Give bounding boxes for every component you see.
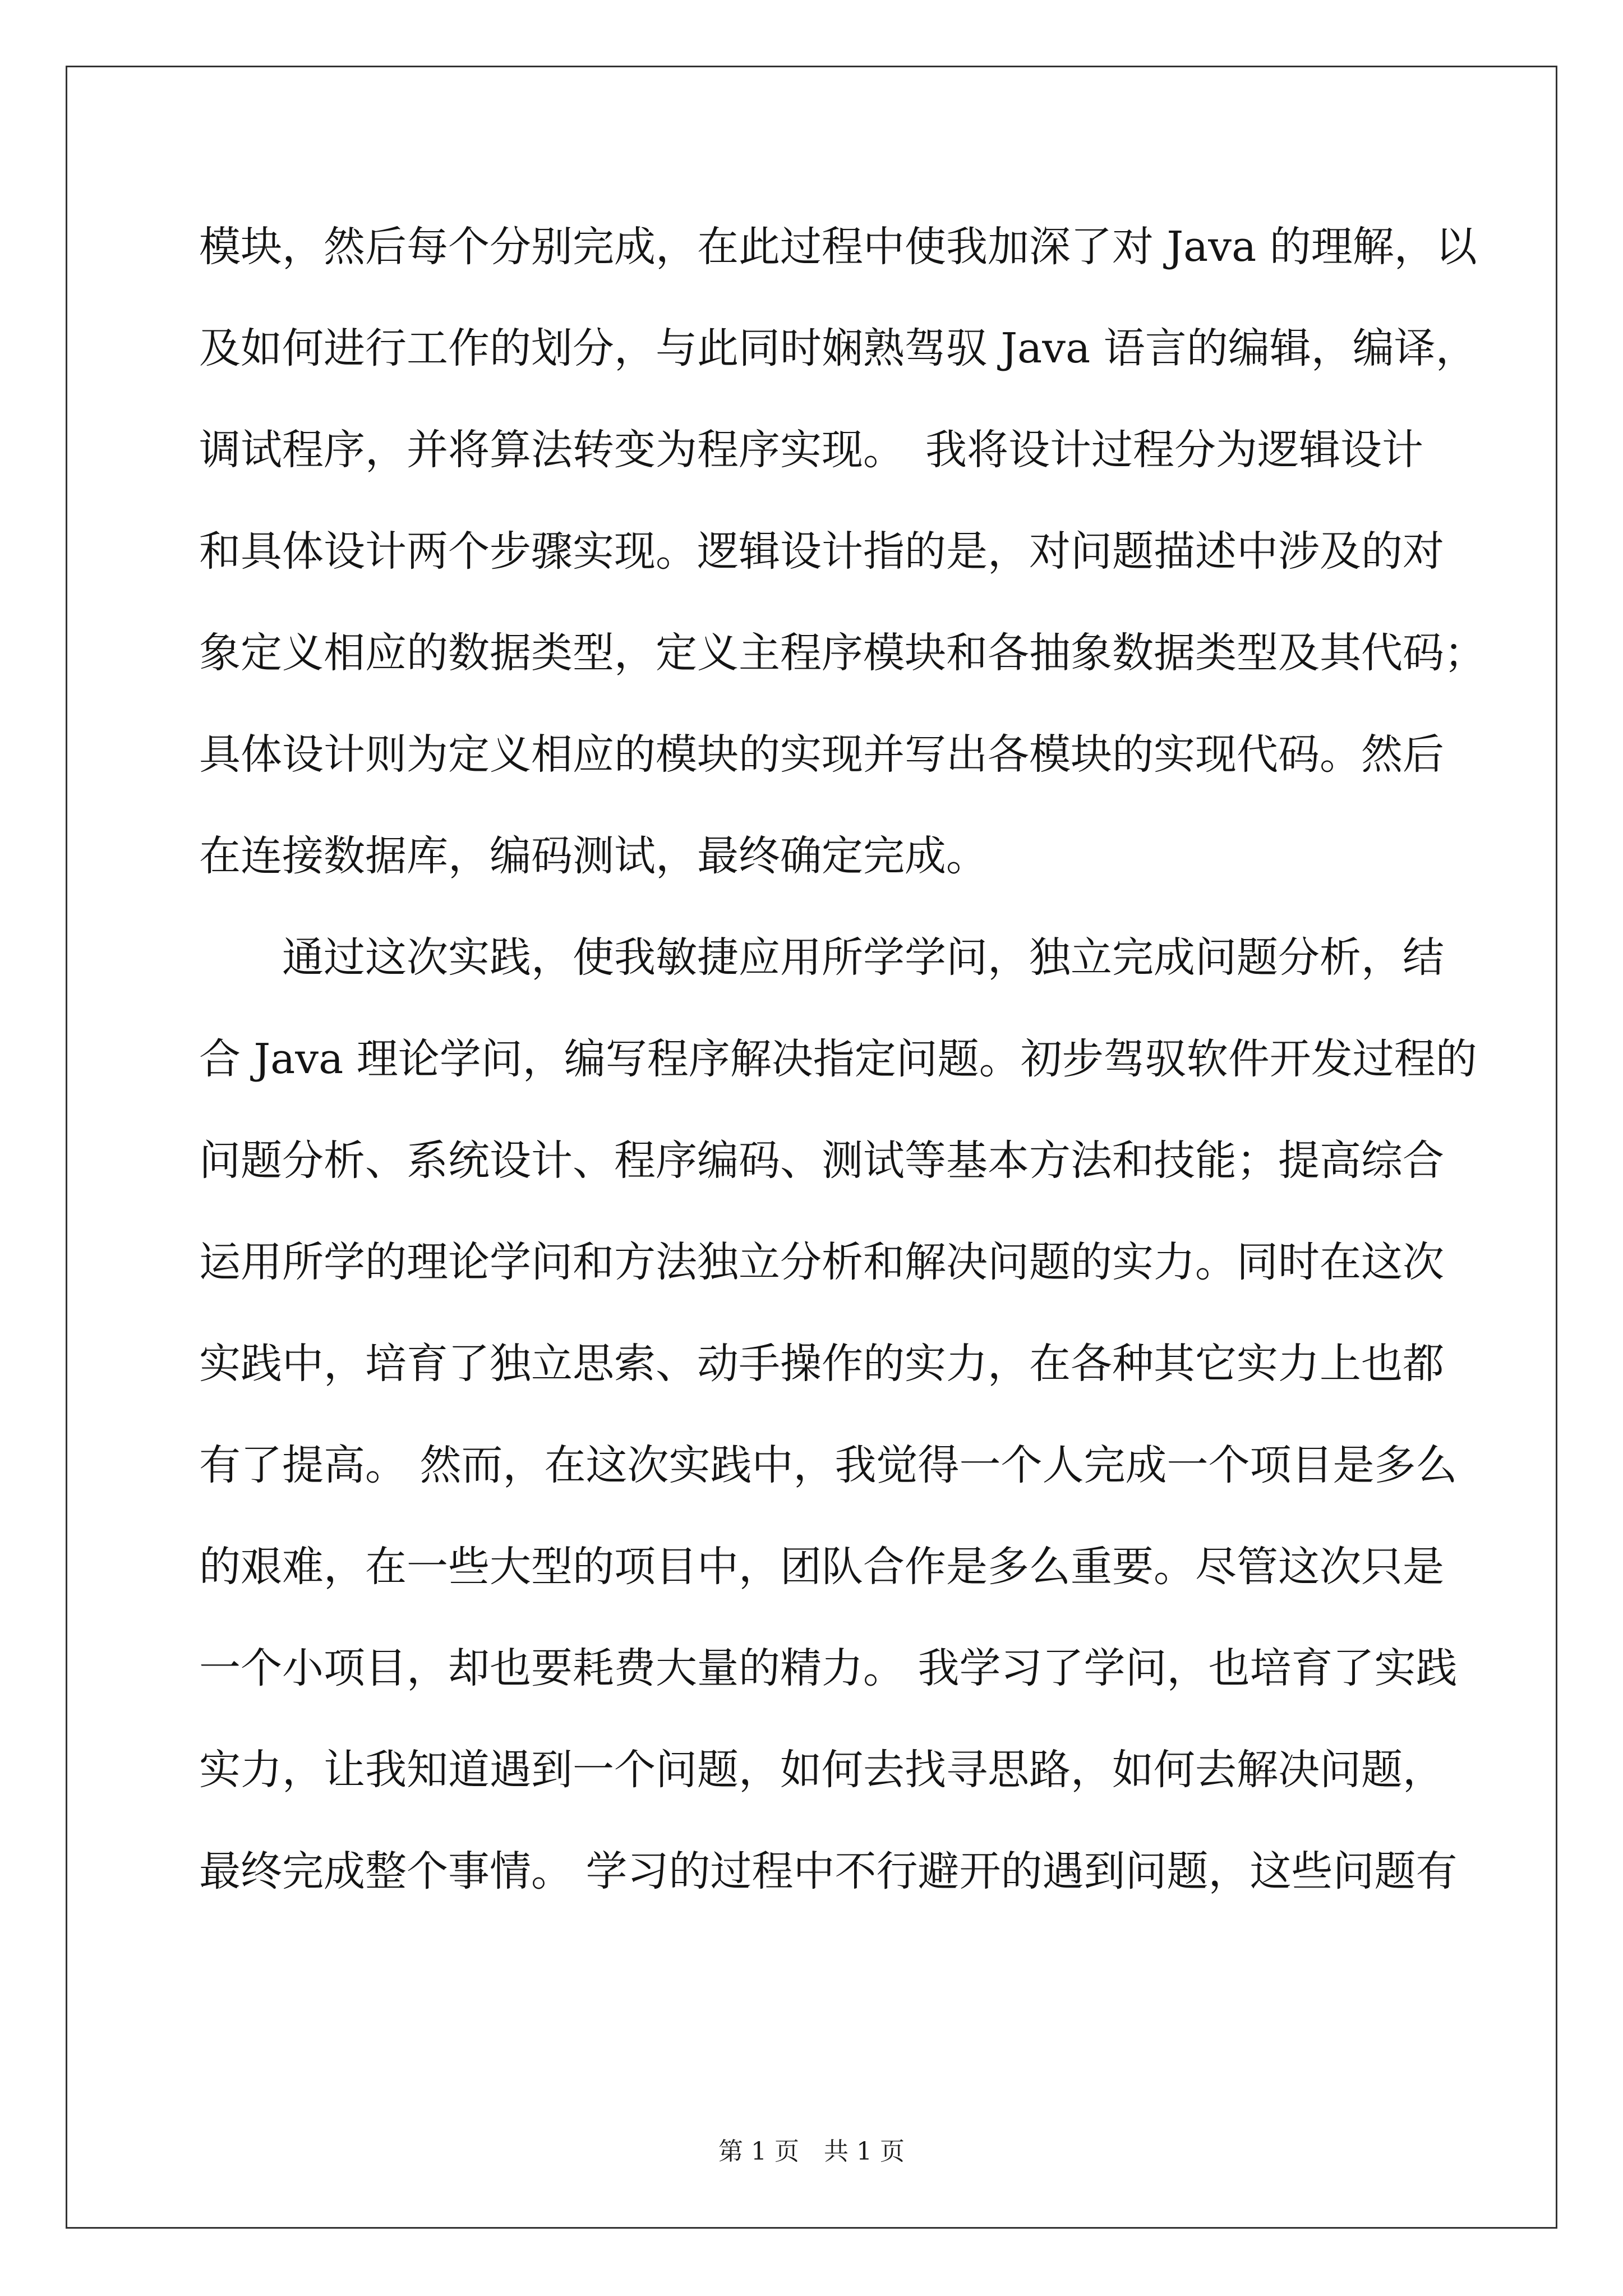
text-line: 实力，让我知道遇到一个问题，如何去找寻思路，如何去解决问题， — [199, 1746, 1444, 1794]
paragraph-first-line: 通过这次实践，使我敏捷应用所学学问，独立完成问题分析，结 — [282, 933, 1444, 982]
text-line: 的艰难，在一些大型的项目中，团队合作是多么重要。尽管这次只是 — [199, 1543, 1444, 1591]
document-body — [199, 208, 1486, 1934]
text-line: 及如何进行工作的划分，与此同时娴熟驾驭 Java 语言的编辑，编译， — [199, 324, 1477, 372]
text-line: 在连接数据库，编码测试，最终确定完成。 — [199, 832, 988, 880]
page-number-footer: 第 1 页 共 1 页 — [718, 2137, 905, 2166]
text-line: 最终完成整个事情。 学习的过程中不行避开的遇到问题，这些问题有 — [199, 1847, 1458, 1895]
text-line: 调试程序，并将算法转变为程序实现。 我将设计过程分为逻辑设计 — [199, 426, 1423, 474]
text-line: 问题分析、系统设计、程序编码、测试等基本方法和技能；提高综合 — [199, 1137, 1444, 1185]
text-line: 一个小项目，却也要耗费大量的精力。 我学习了学问，也培育了实践 — [199, 1644, 1458, 1692]
text-line: 实践中，培育了独立思索、动手操作的实力，在各种其它实力上也都 — [199, 1340, 1444, 1388]
text-line: 合 Java 理论学问，编写程序解决指定问题。初步驾驭软件开发过程的 — [199, 1035, 1477, 1083]
text-line: 具体设计则为定义相应的模块的实现并写出各模块的实现代码。然后 — [199, 730, 1444, 779]
text-line: 运用所学的理论学问和方法独立分析和解决问题的实力。同时在这次 — [199, 1238, 1444, 1286]
text-line: 和具体设计两个步骤实现。逻辑设计指的是，对问题描述中涉及的对 — [199, 527, 1444, 576]
text-line: 模块，然后每个分别完成，在此过程中使我加深了对 Java 的理解，以 — [199, 223, 1477, 271]
text-line: 象定义相应的数据类型，定义主程序模块和各抽象数据类型及其代码； — [199, 629, 1486, 677]
text-line: 有了提高。 然而，在这次实践中，我觉得一个人完成一个项目是多么 — [199, 1441, 1458, 1489]
